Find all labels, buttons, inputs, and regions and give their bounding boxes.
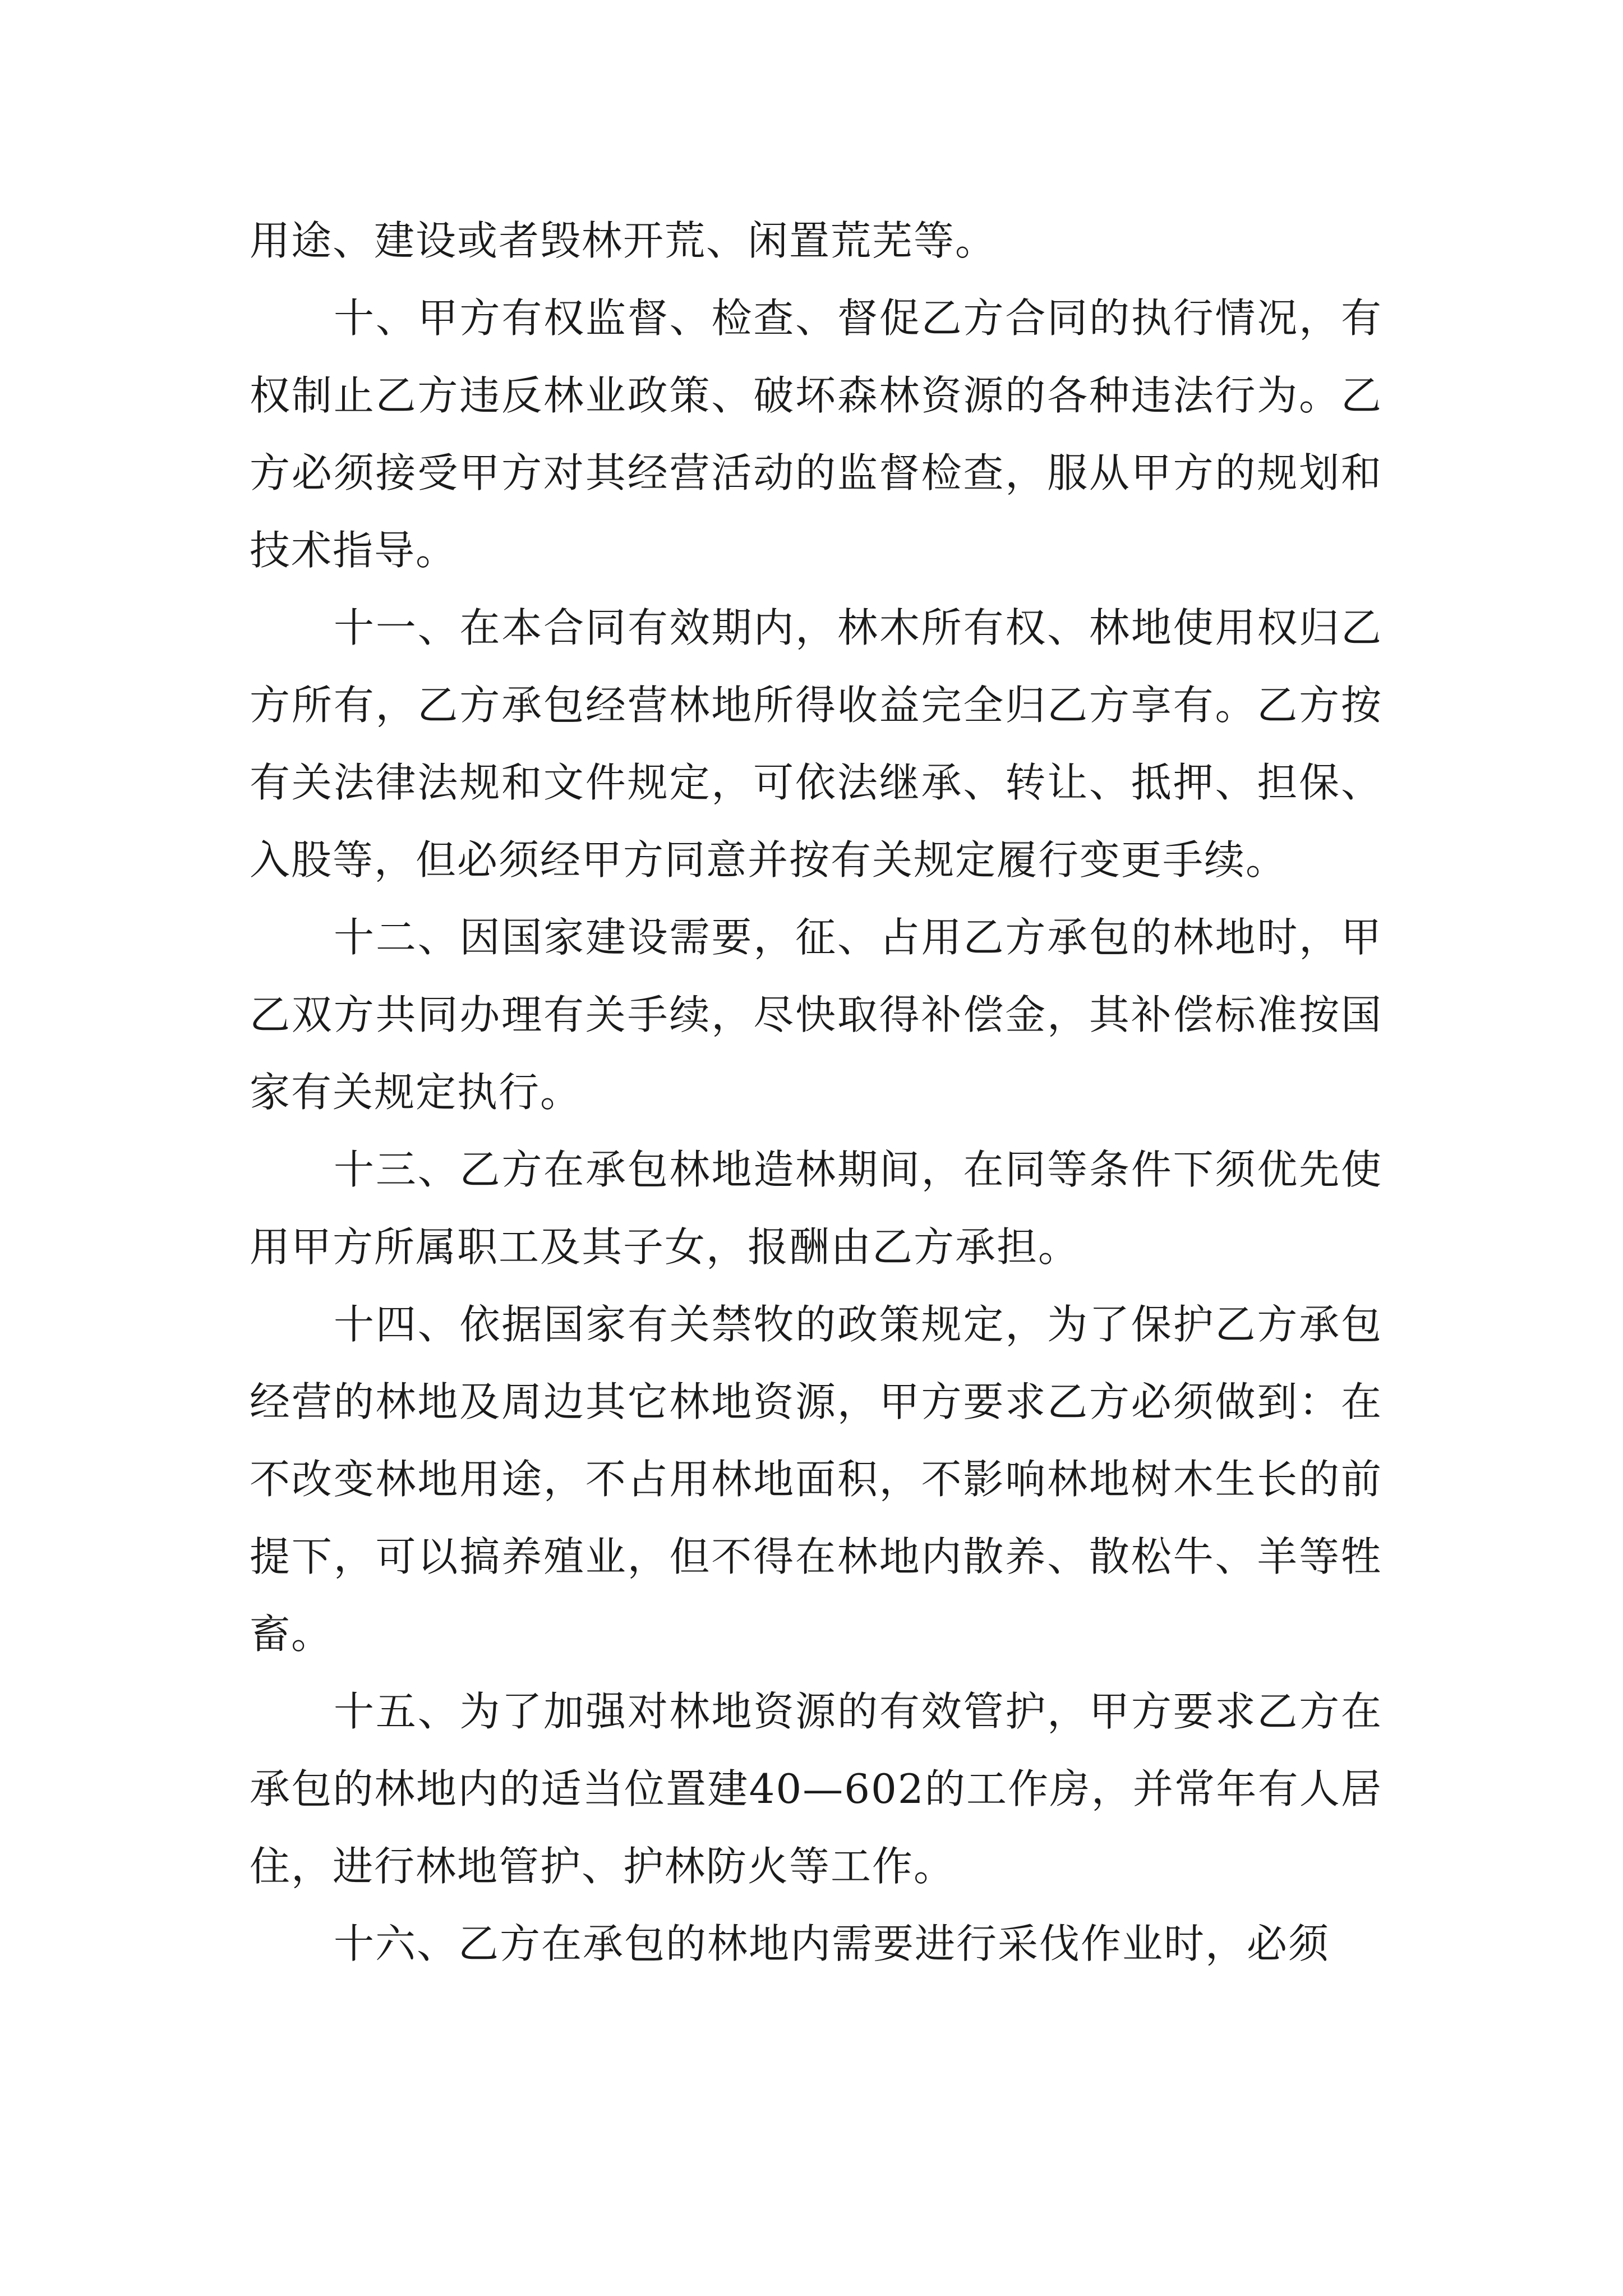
contract-body	[250, 202, 1382, 1982]
paragraph-clause-10: 十、甲方有权监督、检查、督促乙方合同的执行情况，有权制止乙方违反林业政策、破坏森林资源的各种违法行为。乙方必须接受甲方对其经营活动的监督检查，服从甲方的规划和技术指导。	[250, 295, 1382, 574]
paragraph-clause-13: 十三、乙方在承包林地造林期间，在同等条件下须优先使用甲方所属职工及其子女，报酬由乙方承担。	[250, 1146, 1382, 1271]
paragraph-clause-12: 十二、因国家建设需要，征、占用乙方承包的林地时，甲乙双方共同办理有关手续，尽快取得补偿金，其补偿标准按国家有关规定执行。	[250, 914, 1382, 1116]
paragraph-clause-14: 十四、依据国家有关禁牧的政策规定，为了保护乙方承包经营的林地及周边其它林地资源，甲方要求乙方必须做到：在不改变林地用途，不占用林地面积，不影响林地树木生长的前提下，可以搞养殖业，但不得在林地内散养、散松牛、羊等牲畜。	[250, 1301, 1382, 1658]
paragraph-clause-11: 十一、在本合同有效期内，林木所有权、林地使用权归乙方所有，乙方承包经营林地所得收益完全归乙方享有。乙方按有关法律法规和文件规定，可依法继承、转让、抵押、担保、入股等，但必须经甲方同意并按有关规定履行变更手续。	[250, 604, 1382, 884]
paragraph-clause-16: 十六、乙方在承包的林地内需要进行采伐作业时，必须	[334, 1920, 1330, 1967]
paragraph-clause-15: 十五、为了加强对林地资源的有效管护，甲方要求乙方在承包的林地内的适当位置建40—602的工作房，并常年有人居住，进行林地管护、护林防火等工作。	[250, 1688, 1382, 1890]
paragraph-continued-use: 用途、建设或者毁林开荒、闲置荒芜等。	[250, 217, 997, 264]
